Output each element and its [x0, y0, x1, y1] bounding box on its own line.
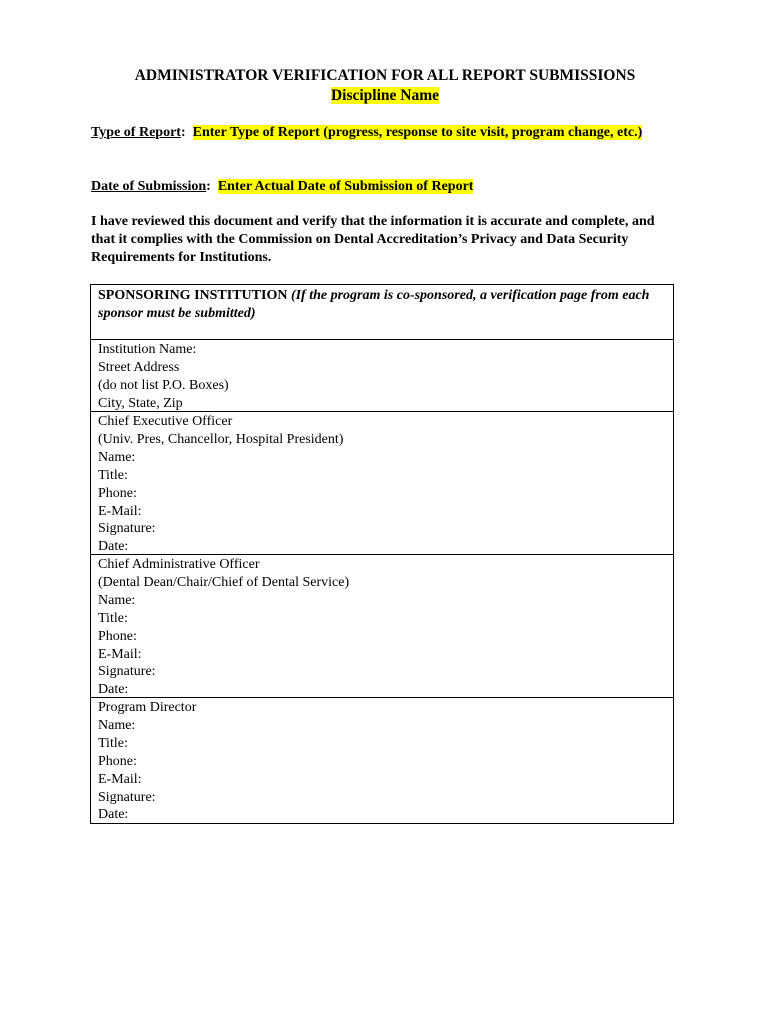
field-line: Name: [98, 449, 136, 465]
field-line: Phone: [98, 628, 137, 644]
field-line: Chief Executive Officer [98, 414, 233, 429]
field-line: Signature: [98, 789, 156, 805]
field-line: Title: [98, 610, 128, 626]
chief-executive-officer-section[interactable] [91, 411, 673, 554]
field-line: E-Mail: [98, 646, 142, 662]
field-line: Institution Name: [98, 342, 197, 357]
field-line: Chief Administrative Officer [98, 557, 260, 572]
verification-table [90, 284, 674, 824]
date-of-submission-label: Date of Submission [91, 179, 207, 194]
co-sponsor-note: (If the program is co-sponsored, a verification page from each sponsor must be submitted) [98, 288, 650, 321]
chief-administrative-officer-section[interactable] [91, 554, 673, 697]
field-line: Street Address [98, 359, 180, 375]
field-line: Title: [98, 735, 128, 751]
field-line: Date: [98, 682, 129, 698]
document-title: ADMINISTRATOR VERIFICATION FOR ALL REPORT SUBMISSIONS [134, 67, 636, 84]
sponsoring-institution-header [91, 287, 673, 339]
field-line: Name: [98, 717, 136, 733]
discipline-name[interactable]: Discipline Name [330, 87, 440, 104]
field-line: Phone: [98, 485, 137, 501]
field-line: E-Mail: [98, 503, 142, 519]
date-of-submission-value[interactable]: Enter Actual Date of Submission of Report [217, 179, 474, 194]
program-director-section[interactable] [91, 697, 673, 823]
type-of-report-label: Type of Report [91, 125, 181, 140]
field-line: (Dental Dean/Chair/Chief of Dental Service) [98, 574, 350, 590]
field-line: (Univ. Pres, Chancellor, Hospital President) [98, 431, 344, 447]
field-line: Name: [98, 592, 136, 608]
field-line: Title: [98, 467, 128, 483]
field-line: E-Mail: [98, 771, 142, 787]
field-line: Signature: [98, 664, 156, 680]
field-line: (do not list P.O. Boxes) [98, 377, 229, 393]
field-line: Signature: [98, 521, 156, 537]
verification-statement: I have reviewed this document and verify that the information it is accurate and complete, and that it complies with the Commission on Dental Accreditation’s Privacy and Data Security Requirements for Institutions. [91, 214, 655, 265]
field-line: Phone: [98, 753, 137, 769]
discipline-name-line [0, 86, 770, 106]
type-of-report-value[interactable]: Enter Type of Report (progress, response to site visit, program change, etc.) [192, 125, 643, 140]
date-of-submission-field [91, 178, 681, 196]
sponsoring-institution-title: SPONSORING INSTITUTION [98, 288, 288, 303]
field-line: City, State, Zip [98, 395, 183, 411]
type-of-report-field [91, 124, 681, 142]
type-of-report-colon: : [180, 125, 186, 140]
date-of-submission-colon: : [206, 179, 211, 194]
field-line: Program Director [98, 700, 197, 715]
institution-section[interactable] [91, 339, 673, 411]
field-line: Date: [98, 807, 129, 823]
field-line: Date: [98, 539, 129, 555]
